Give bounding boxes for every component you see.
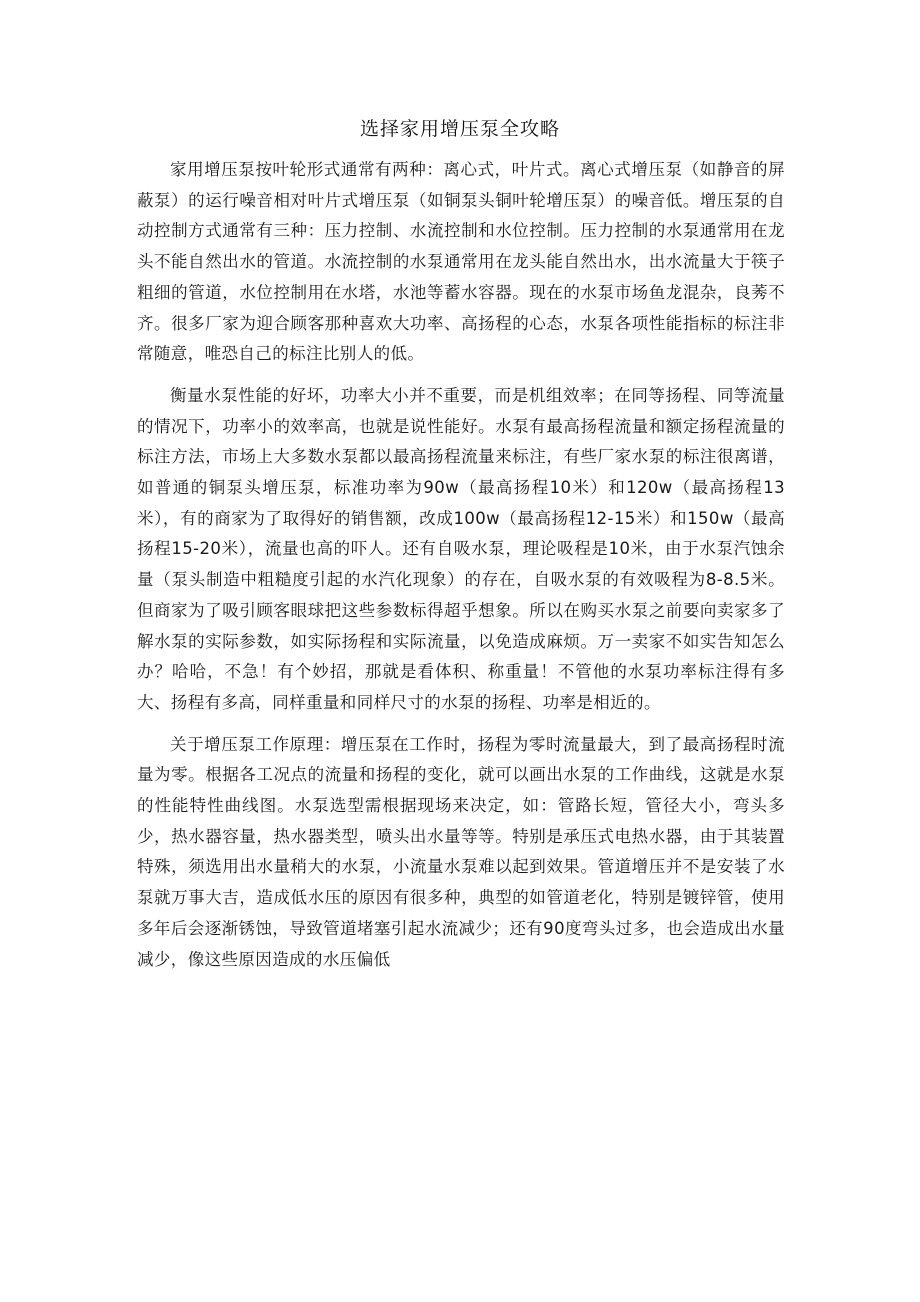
- document-title: 选择家用增压泵全攻略: [359, 118, 560, 140]
- paragraph-2: 衡量水泵性能的好坏，功率大小并不重要，而是机组效率；在同等扬程、同等流量的情况下，功率小的效率高，也就是说性能好。水泵有最高扬程流量和额定扬程流量的标注方法，市场上大多数水泵都以最高扬程流量来标注，有些厂家水泵的标注很离谱，如普通的铜泵头增压泵，标准功率为90w（最高扬程10米）和120w（最高扬程13米），有的商家为了取得好的销售额，改成100w（最高扬程12-15米）和150w（最高扬程15-20米），流量也高的吓人。还有自吸水泵，理论吸程是10米，由于水泵汽蚀余量（泵头制造中粗糙度引起的水汽化现象）的存在，自吸水泵的有效吸程为8-8.5米。但商家为了吸引顾客眼球把这些参数标得超乎想象。所以在购买水泵之前要向卖家多了解水泵的实际参数，如实际扬程和实际流量，以免造成麻烦。万一卖家不如实告知怎么办？哈哈，不急！有个妙招，那就是看体积、称重量！不管他的水泵功率标注得有多大、扬程有多高，同样重量和同样尺寸的水泵的扬程、功率是相近的。: [137, 385, 785, 712]
- paragraph-3: 关于增压泵工作原理：增压泵在工作时，扬程为零时流量最大，到了最高扬程时流量为零。根据各工况点的流量和扬程的变化，就可以画出水泵的工作曲线，这就是水泵的性能特性曲线图。水泵选型需根据现场来决定，如：管路长短，管径大小，弯头多少，热水器容量，热水器类型，喷头出水量等等。特别是承压式电热水器，由于其装置特殊，须选用出水量稍大的水泵，小流量水泵难以起到效果。管道增压并不是安装了水泵就万事大吉，造成低水压的原因有很多种，典型的如管道老化，特别是镀锌管，使用多年后会逐渐锈蚀，导致管道堵塞引起水流减少；还有90度弯头过多，也会造成出水量减少，像这些原因造成的水压偏低: [137, 734, 785, 969]
- paragraph-1: 家用增压泵按叶轮形式通常有两种：离心式，叶片式。离心式增压泵（如静音的屏蔽泵）的运行噪音相对叶片式增压泵（如铜泵头铜叶轮增压泵）的噪音低。增压泵的自动控制方式通常有三种：压力控制、水流控制和水位控制。压力控制的水泵通常用在龙头不能自然出水的管道。水流控制的水泵通常用在龙头能自然出水，出水流量大于筷子粗细的管道，水位控制用在水塔，水池等蓄水容器。现在的水泵市场鱼龙混杂，良莠不齐。很多厂家为迎合顾客那种喜欢大功率、高扬程的心态，水泵各项性能指标的标注非常随意，唯恐自己的标注比别人的低。: [137, 160, 785, 364]
- document-body: [137, 155, 785, 986]
